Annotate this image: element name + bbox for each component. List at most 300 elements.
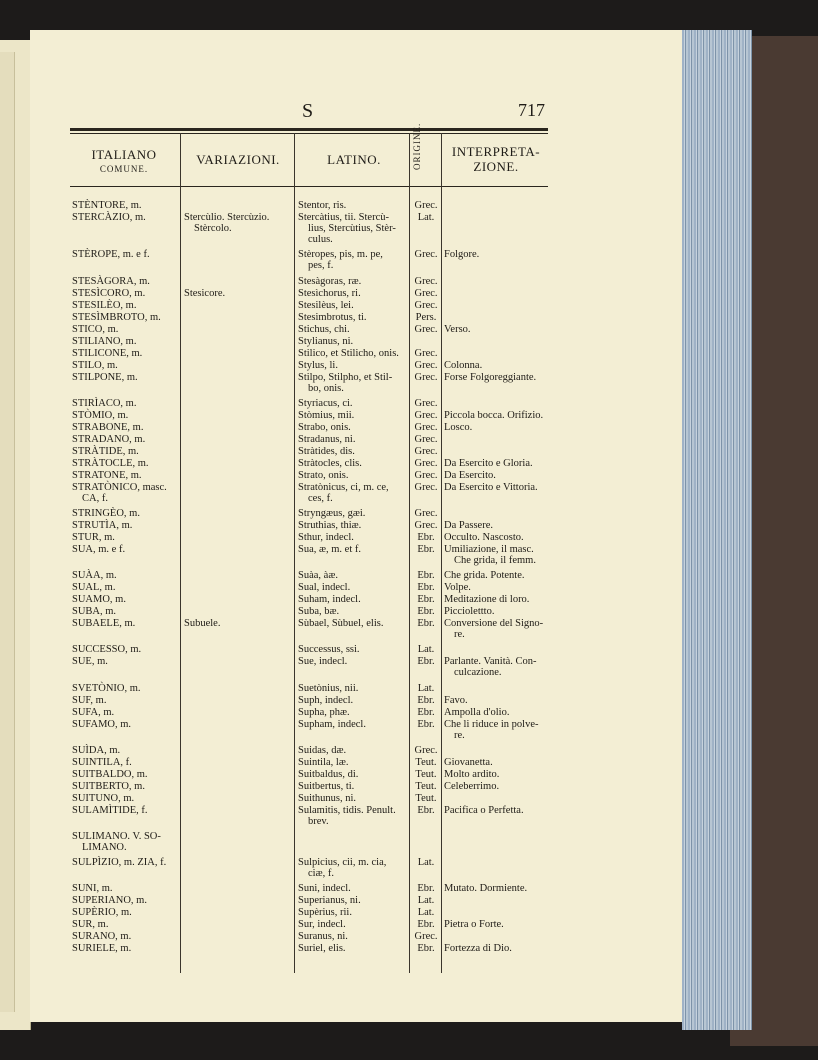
- entry-interpretazione: [444, 781, 558, 792]
- entry-italiano-line: STESILÈO, m.: [72, 299, 137, 311]
- entry-origine-line: Grec.: [414, 287, 438, 299]
- entry-origine: [410, 707, 442, 718]
- entry-interpretazione-line: re.: [454, 629, 465, 641]
- entry-italiano: [72, 410, 222, 421]
- entry-interpretazione-line: Da Esercito e Gloria.: [444, 457, 533, 469]
- entry-origine: [410, 470, 442, 481]
- entry-italiano-line: STILO, m.: [72, 359, 118, 371]
- entry-latino: [298, 883, 410, 894]
- table-top-rule: [70, 128, 548, 131]
- header-variazioni: VARIAZIONI.: [196, 152, 280, 167]
- entry-origine: [410, 719, 442, 730]
- entry-variazioni: [184, 288, 292, 299]
- entry-italiano: [72, 931, 222, 942]
- entry-italiano: [72, 831, 222, 853]
- header-interpretazione-line2: ZIONE.: [473, 159, 519, 174]
- header-italiano: [74, 147, 174, 177]
- entry-italiano-line: SUÀA, m.: [72, 570, 117, 582]
- entry-origine-line: Ebr.: [417, 919, 435, 931]
- entry-latino: [298, 249, 410, 271]
- entry-italiano-line: SUFAMO, m.: [72, 718, 132, 730]
- entry-italiano-line: SURANO, m.: [72, 931, 132, 943]
- entry-origine: [410, 508, 442, 519]
- entry-italiano-line: STRÀTIDE, m.: [72, 445, 139, 457]
- entry-italiano: [72, 508, 222, 519]
- entry-origine-line: Ebr.: [417, 883, 435, 895]
- entry-italiano: [72, 707, 222, 718]
- entry-italiano-line: SUFA, m.: [72, 706, 115, 718]
- entry-latino-line: Sue, indecl.: [298, 656, 348, 668]
- entry-latino: [298, 582, 410, 593]
- entry-italiano: [72, 470, 222, 481]
- entry-latino: [298, 943, 410, 954]
- running-head-letter: S: [302, 100, 314, 122]
- entry-interpretazione-line: Molto ardito.: [444, 768, 500, 780]
- entry-italiano: [72, 757, 222, 768]
- entry-latino: [298, 520, 410, 531]
- entry-latino: [298, 618, 410, 629]
- entry-latino-line: Suriel, elis.: [298, 943, 346, 955]
- entry-interpretazione-line: Colonna.: [444, 359, 483, 371]
- entry-italiano-line: STRADANO, m.: [72, 433, 146, 445]
- entry-origine: [410, 793, 442, 804]
- entry-origine: [410, 683, 442, 694]
- entry-latino: [298, 336, 410, 347]
- entry-latino-line: Suni, indecl.: [298, 883, 351, 895]
- header-interpretazione-line1: INTERPRETA-: [451, 144, 541, 159]
- entry-italiano: [72, 372, 222, 383]
- entry-italiano: [72, 276, 222, 287]
- entry-origine-line: Ebr.: [417, 594, 435, 606]
- entry-interpretazione-line: Forse Folgoreggiante.: [444, 371, 537, 383]
- entry-latino: [298, 422, 410, 433]
- entry-latino: [298, 895, 410, 906]
- entry-latino-line: Styriacus, ci.: [298, 397, 353, 409]
- entry-italiano-line: STRINGÈO, m.: [72, 508, 140, 519]
- entry-origine: [410, 276, 442, 287]
- entry-origine: [410, 249, 442, 260]
- entry-origine: [410, 200, 442, 211]
- entry-latino: [298, 532, 410, 543]
- entry-latino: [298, 312, 410, 323]
- entry-interpretazione: [444, 570, 558, 581]
- entry-interpretazione: [444, 249, 558, 260]
- entry-origine-line: Grec.: [414, 397, 438, 409]
- entry-interpretazione: [444, 582, 558, 593]
- entry-origine-line: Ebr.: [417, 570, 435, 582]
- entry-interpretazione-line: Parlante. Vanità. Con-: [444, 656, 537, 668]
- entry-italiano-line: STÈNTORE, m.: [72, 200, 142, 211]
- entry-interpretazione-line: Che grida, il femm.: [454, 555, 536, 566]
- entry-interpretazione-line: Giovanetta.: [444, 756, 493, 768]
- entry-origine-line: Ebr.: [417, 618, 435, 630]
- header-latino: LATINO.: [327, 152, 381, 167]
- entry-italiano: [72, 544, 222, 555]
- entry-origine: [410, 288, 442, 299]
- entry-origine: [410, 745, 442, 756]
- entry-italiano-line: SULPÌZIO, m. ZIA, f.: [72, 857, 167, 869]
- entry-italiano: [72, 606, 222, 617]
- entry-italiano: [72, 769, 222, 780]
- entry-latino: [298, 508, 410, 519]
- entry-italiano-line: SUNI, m.: [72, 883, 113, 895]
- entry-origine-line: Grec.: [414, 249, 438, 261]
- entry-interpretazione: [444, 707, 558, 718]
- entry-latino: [298, 398, 410, 409]
- entry-origine-line: Teut.: [415, 780, 437, 792]
- entry-latino: [298, 707, 410, 718]
- entry-latino-line: pes, f.: [308, 260, 334, 272]
- entry-latino-line: Suranus, ni.: [298, 931, 348, 943]
- entry-latino: [298, 644, 410, 655]
- entry-interpretazione-line: Piccola bocca. Orifizio.: [444, 409, 544, 421]
- entry-origine: [410, 895, 442, 906]
- entry-origine-line: Ebr.: [417, 943, 435, 955]
- entry-interpretazione: [444, 482, 558, 493]
- entry-origine: [410, 931, 442, 942]
- entry-origine: [410, 656, 442, 667]
- entry-italiano-line: SUPERIANO, m.: [72, 895, 147, 907]
- entry-italiano: [72, 719, 222, 730]
- entry-italiano-line: CA, f.: [82, 492, 108, 504]
- page-number: 717: [518, 100, 545, 120]
- entry-italiano: [72, 398, 222, 409]
- entry-latino-line: Stratònicus, ci, m. ce,: [298, 481, 389, 493]
- entry-origine-line: Teut.: [415, 792, 437, 804]
- entry-latino: [298, 410, 410, 421]
- entry-italiano-line: SUÌDA, m.: [72, 744, 121, 756]
- entry-latino-line: Suitbaldus, di.: [298, 768, 359, 780]
- entry-latino-line: Suham, indecl.: [298, 594, 361, 606]
- entry-interpretazione-line: Umiliazione, il masc.: [444, 544, 534, 555]
- entry-italiano-line: SUBAELE, m.: [72, 618, 136, 630]
- entry-interpretazione-line: Da Passere.: [444, 520, 493, 531]
- entry-origine: [410, 544, 442, 555]
- entry-italiano-line: STRABONE, m.: [72, 421, 144, 433]
- entry-italiano-line: SUINTILA, f.: [72, 756, 132, 768]
- entry-italiano-line: SUCCESSO, m.: [72, 644, 142, 656]
- entry-origine: [410, 300, 442, 311]
- entry-origine: [410, 360, 442, 371]
- entry-italiano: [72, 895, 222, 906]
- entry-latino: [298, 470, 410, 481]
- entry-italiano-line: STRATÒNICO, masc.: [72, 481, 167, 493]
- entry-latino: [298, 458, 410, 469]
- entry-origine-line: Ebr.: [417, 706, 435, 718]
- entry-latino: [298, 200, 410, 211]
- entry-origine: [410, 212, 442, 223]
- entry-interpretazione: [444, 943, 558, 954]
- entry-italiano-line: SUF, m.: [72, 694, 107, 706]
- entry-origine-line: Ebr.: [417, 532, 435, 543]
- entry-italiano: [72, 644, 222, 655]
- entry-latino-line: Supèrius, rii.: [298, 907, 352, 919]
- entry-latino: [298, 324, 410, 335]
- entry-italiano: [72, 300, 222, 311]
- entry-origine: [410, 446, 442, 457]
- entry-variazioni-line: Stercùlio. Stercùzio.: [184, 212, 270, 223]
- entry-latino: [298, 805, 410, 827]
- entry-italiano: [72, 683, 222, 694]
- entry-origine-line: Grec.: [414, 469, 438, 481]
- header-italiano-text: ITALIANO: [91, 147, 157, 162]
- entry-latino: [298, 544, 410, 555]
- entry-latino-line: Sùbael, Sùbuel, elis.: [298, 618, 384, 630]
- entry-interpretazione: [444, 883, 558, 894]
- entry-origine: [410, 312, 442, 323]
- entry-variazioni: [184, 212, 292, 234]
- entry-origine: [410, 618, 442, 629]
- entry-latino-line: bo, onis.: [308, 382, 344, 394]
- header-interpretazione: [444, 144, 548, 174]
- entry-origine-line: Grec.: [414, 508, 438, 519]
- entry-latino-line: Stèropes, pis, m. pe,: [298, 249, 383, 261]
- entry-italiano-line: SVETÒNIO, m.: [72, 682, 141, 694]
- header-origine: ORIGINE.: [412, 122, 422, 170]
- entry-italiano-line: SUA, m. e f.: [72, 544, 126, 555]
- entry-latino-line: Superianus, ni.: [298, 895, 361, 907]
- entry-interpretazione: [444, 422, 558, 433]
- entry-interpretazione-line: Fortezza di Dio.: [444, 943, 512, 955]
- entry-origine-line: Grec.: [414, 409, 438, 421]
- entry-interpretazione: [444, 606, 558, 617]
- entry-origine: [410, 482, 442, 493]
- entry-italiano-line: SUITBERTO, m.: [72, 780, 145, 792]
- entry-interpretazione: [444, 532, 558, 543]
- entry-origine-line: Ebr.: [417, 718, 435, 730]
- entry-italiano: [72, 594, 222, 605]
- entry-latino-line: Suidas, dæ.: [298, 744, 347, 756]
- entry-interpretazione: [444, 324, 558, 335]
- entry-interpretazione-line: Losco.: [444, 421, 473, 433]
- entry-origine: [410, 324, 442, 335]
- entry-interpretazione-line: Favo.: [444, 694, 468, 706]
- entry-interpretazione-line: Ampolla d'olio.: [444, 706, 510, 718]
- entry-italiano: [72, 482, 222, 504]
- entry-origine: [410, 644, 442, 655]
- entry-origine: [410, 520, 442, 531]
- entry-latino-line: Stesìchorus, ri.: [298, 287, 361, 299]
- entry-latino-line: Stryngæus, gæi.: [298, 508, 366, 519]
- entry-latino: [298, 212, 410, 245]
- entry-origine-line: Lat.: [417, 212, 435, 223]
- header-bottom-rule: [70, 186, 548, 187]
- entry-origine: [410, 582, 442, 593]
- entry-latino: [298, 769, 410, 780]
- entry-italiano-line: STILICONE, m.: [72, 347, 143, 359]
- entry-italiano: [72, 348, 222, 359]
- entry-italiano: [72, 434, 222, 445]
- entry-interpretazione-line: Volpe.: [444, 582, 471, 594]
- entry-variazioni: [184, 618, 292, 629]
- entry-interpretazione-line: culcazione.: [454, 667, 502, 679]
- entry-origine-line: Ebr.: [417, 544, 435, 555]
- entry-origine: [410, 883, 442, 894]
- entry-interpretazione-line: Pacifica o Perfetta.: [444, 804, 524, 816]
- left-page-fold: [0, 52, 15, 1012]
- entry-interpretazione-line: re.: [454, 729, 465, 741]
- entry-latino: [298, 300, 410, 311]
- entry-latino-line: Successus, ssi.: [298, 644, 360, 656]
- entry-italiano: [72, 336, 222, 347]
- entry-interpretazione: [444, 458, 558, 469]
- entry-origine-line: Grec.: [414, 299, 438, 311]
- entry-origine: [410, 695, 442, 706]
- entry-italiano: [72, 781, 222, 792]
- entry-latino-line: Sthur, indecl.: [298, 532, 354, 543]
- entry-italiano-line: SUITBALDO, m.: [72, 768, 148, 780]
- entry-latino: [298, 683, 410, 694]
- header-comune-text: COMUNE.: [99, 164, 149, 174]
- entry-latino-line: Supha, phæ.: [298, 706, 350, 718]
- column-divider-2: [294, 133, 295, 973]
- entry-origine-line: Grec.: [414, 931, 438, 943]
- entry-italiano: [72, 249, 222, 260]
- entry-interpretazione-line: Pietra o Forte.: [444, 919, 504, 931]
- entry-latino-line: Stràtides, dis.: [298, 445, 355, 457]
- entry-interpretazione-line: Che grida. Potente.: [444, 570, 525, 582]
- entry-variazioni-line: Subuele.: [184, 618, 221, 630]
- entry-origine-line: Pers.: [415, 311, 437, 323]
- entry-interpretazione: [444, 656, 558, 678]
- entry-interpretazione-line: Occulto. Nascosto.: [444, 532, 524, 543]
- entry-italiano: [72, 793, 222, 804]
- entry-interpretazione-line: Verso.: [444, 323, 471, 335]
- entry-latino-line: Sur, indecl.: [298, 919, 346, 931]
- entry-latino-line: Sulpicius, cii, m. cia,: [298, 857, 387, 869]
- entry-origine: [410, 458, 442, 469]
- entry-interpretazione: [444, 410, 558, 421]
- entry-italiano-line: STIRÌACO, m.: [72, 397, 137, 409]
- table-top-thin-rule: [70, 133, 548, 134]
- entry-origine-line: Ebr.: [417, 606, 435, 618]
- entry-origine: [410, 532, 442, 543]
- entry-italiano-line: STICO, m.: [72, 323, 119, 335]
- entry-latino-line: Suph, indecl.: [298, 694, 354, 706]
- entry-italiano-line: STRATONE, m.: [72, 469, 142, 481]
- entry-latino: [298, 372, 410, 394]
- entry-latino-line: Stylianus, ni.: [298, 335, 354, 347]
- entry-origine-line: Grec.: [414, 744, 438, 756]
- entry-origine: [410, 606, 442, 617]
- entry-origine-line: Ebr.: [417, 804, 435, 816]
- entry-italiano: [72, 520, 222, 531]
- entry-interpretazione: [444, 757, 558, 768]
- entry-origine-line: Grec.: [414, 421, 438, 433]
- entry-latino-line: ciæ, f.: [308, 868, 334, 880]
- entry-italiano-line: SUAL, m.: [72, 582, 116, 594]
- entry-italiano: [72, 360, 222, 371]
- entry-latino-line: Stesàgoras, ræ.: [298, 275, 362, 287]
- entry-interpretazione: [444, 520, 558, 531]
- entry-latino-line: Stesimbrotus, ti.: [298, 311, 367, 323]
- entry-variazioni-line: Stesicore.: [184, 287, 226, 299]
- entry-italiano: [72, 532, 222, 543]
- entry-origine: [410, 919, 442, 930]
- entry-italiano-line: SUITUNO, m.: [72, 792, 135, 804]
- entry-latino-line: Suithunus, ni.: [298, 792, 357, 804]
- running-head: [30, 100, 682, 130]
- entry-origine-line: Lat.: [417, 895, 435, 907]
- entry-latino: [298, 570, 410, 581]
- entry-italiano-line: SULIMANO. V. SO-: [72, 831, 161, 842]
- entry-latino: [298, 793, 410, 804]
- entry-italiano: [72, 570, 222, 581]
- entry-origine-line: Teut.: [415, 756, 437, 768]
- entry-latino: [298, 907, 410, 918]
- page-block-edge: [682, 30, 752, 1030]
- entry-interpretazione: [444, 360, 558, 371]
- entry-italiano: [72, 312, 222, 323]
- entry-italiano: [72, 656, 222, 667]
- entry-origine-line: Grec.: [414, 457, 438, 469]
- entry-latino: [298, 857, 410, 879]
- entry-latino: [298, 446, 410, 457]
- entry-variazioni-line: Stèrcolo.: [194, 223, 232, 234]
- entry-latino-line: Stichus, chi.: [298, 323, 350, 335]
- entry-latino-line: brev.: [308, 815, 329, 827]
- entry-origine-line: Lat.: [417, 907, 435, 919]
- entry-italiano-line: SUBA, m.: [72, 606, 117, 618]
- entry-italiano-line: SULAMÌTIDE, f.: [72, 804, 148, 816]
- entry-latino: [298, 434, 410, 445]
- entry-origine: [410, 805, 442, 816]
- entry-latino-line: Strabo, onis.: [298, 421, 351, 433]
- entry-italiano: [72, 919, 222, 930]
- entry-origine: [410, 570, 442, 581]
- entry-origine-line: Teut.: [415, 768, 437, 780]
- entry-latino: [298, 594, 410, 605]
- entry-latino-line: Suàa, àæ.: [298, 570, 338, 582]
- entry-origine-line: Grec.: [414, 371, 438, 383]
- entry-italiano: [72, 857, 222, 868]
- entry-italiano-line: SUE, m.: [72, 656, 108, 668]
- entry-origine-line: Ebr.: [417, 582, 435, 594]
- entry-latino: [298, 276, 410, 287]
- entry-latino: [298, 919, 410, 930]
- entry-italiano-line: STILPONE, m.: [72, 371, 138, 383]
- entry-italiano-line: STESÌMBROTO, m.: [72, 311, 161, 323]
- entry-latino-line: ces, f.: [308, 492, 333, 504]
- entry-latino: [298, 719, 410, 730]
- entry-italiano: [72, 582, 222, 593]
- entry-origine: [410, 372, 442, 383]
- entry-interpretazione-line: Picciolettto.: [444, 606, 495, 618]
- entry-origine-line: Ebr.: [417, 694, 435, 706]
- entry-italiano-line: STUR, m.: [72, 532, 115, 543]
- entry-interpretazione: [444, 470, 558, 481]
- entry-latino: [298, 360, 410, 371]
- entry-latino-line: Stercàtius, tii. Stercù-: [298, 212, 389, 223]
- entry-latino-line: Stesilèus, lei.: [298, 299, 354, 311]
- entry-interpretazione: [444, 618, 558, 640]
- entry-latino: [298, 482, 410, 504]
- entry-origine: [410, 769, 442, 780]
- entry-origine: [410, 943, 442, 954]
- entry-origine-line: Grec.: [414, 359, 438, 371]
- entry-origine: [410, 422, 442, 433]
- entry-origine-line: Ebr.: [417, 656, 435, 668]
- entry-interpretazione-line: Da Esercito e Vittoria.: [444, 481, 538, 493]
- entry-italiano: [72, 446, 222, 457]
- entry-latino: [298, 757, 410, 768]
- entry-italiano-line: STRÀTOCLE, m.: [72, 457, 149, 469]
- entry-latino-line: Stentor, ris.: [298, 200, 347, 211]
- entry-interpretazione: [444, 919, 558, 930]
- entry-latino: [298, 606, 410, 617]
- entry-latino: [298, 781, 410, 792]
- entry-interpretazione: [444, 594, 558, 605]
